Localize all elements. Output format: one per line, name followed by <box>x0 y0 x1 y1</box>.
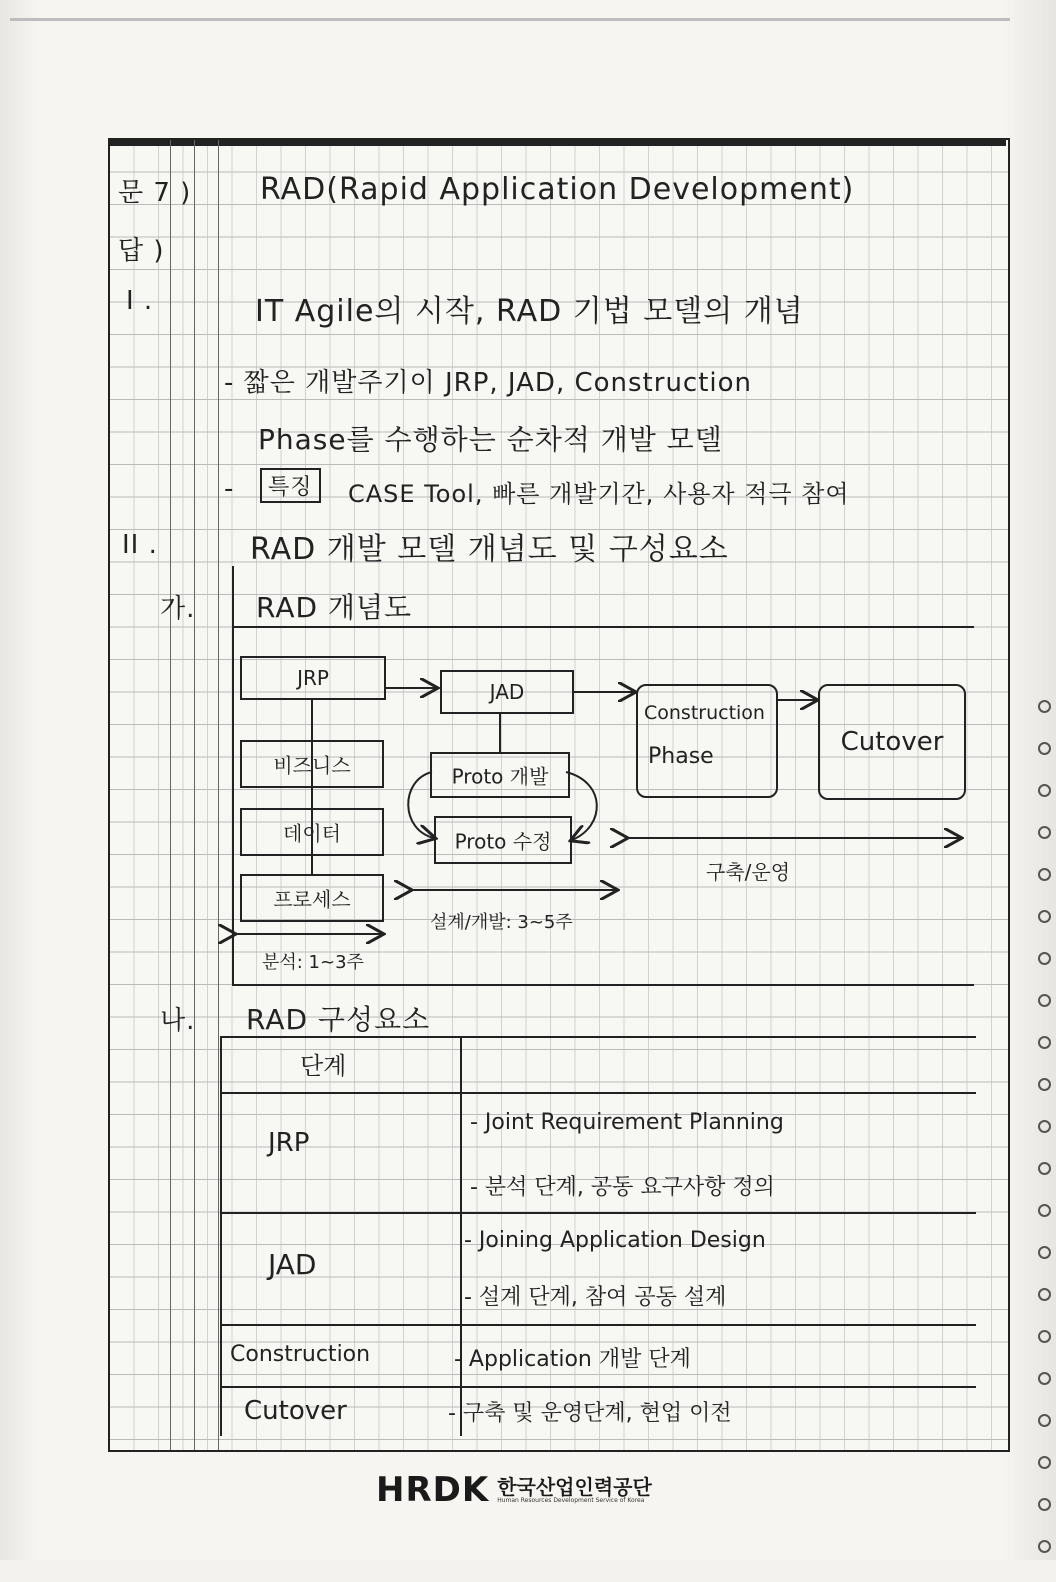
section2-title: RAD 개발 모델 개념도 및 구성요소 <box>250 532 729 567</box>
org-name-korean: 한국산업인력공단 <box>497 1474 652 1499</box>
feature-tag: 특징 <box>260 468 321 503</box>
span-analysis-label: 분석: 1~3주 <box>262 952 364 973</box>
table-row-stage: JRP <box>268 1128 310 1158</box>
table-row-desc: - 분석 단계, 공동 요구사항 정의 <box>470 1175 775 1200</box>
table-column-divider <box>460 1036 462 1436</box>
proto-loop-right <box>566 772 597 840</box>
table-row-desc: - 설계 단계, 참여 공동 설계 <box>464 1285 727 1310</box>
cutover-box: Cutover <box>818 684 966 800</box>
binding-hole <box>1038 868 1051 881</box>
table-header-stage: 단계 <box>300 1052 347 1080</box>
sub-a-number: 가. <box>160 594 196 624</box>
table-row-desc: - Joining Application Design <box>464 1228 766 1253</box>
binding-hole <box>1038 742 1051 755</box>
span-design-label: 설계/개발: 3~5주 <box>430 912 573 933</box>
table-row-stage: Construction <box>230 1342 371 1367</box>
section2-number: II . <box>122 530 158 560</box>
answer-label: 답 ) <box>118 236 165 266</box>
data-box: 데이터 <box>240 808 384 856</box>
binding-hole <box>1038 1204 1051 1217</box>
binding-hole <box>1038 910 1051 923</box>
binding-hole <box>1038 1288 1051 1301</box>
hrdk-logo <box>376 1470 652 1510</box>
table-row-line <box>220 1324 976 1326</box>
proto-fix-box: Proto 수정 <box>434 816 572 864</box>
section1-bullet2-dash: - <box>224 474 235 504</box>
binding-hole <box>1038 1540 1051 1553</box>
construction-phase-box: Construction Phase <box>636 684 778 798</box>
section1-bullet2-text: CASE Tool, 빠른 개발기간, 사용자 적극 참여 <box>348 480 850 508</box>
sub-b-title: RAD 구성요소 <box>246 1003 431 1036</box>
proto-loop-left <box>408 772 434 838</box>
jad-box: JAD <box>440 670 574 714</box>
table-row-line <box>220 1212 976 1214</box>
binding-hole <box>1038 1372 1051 1385</box>
sub-b-number: 나. <box>160 1006 196 1036</box>
section1-number: I . <box>126 286 154 316</box>
binding-hole <box>1038 1036 1051 1049</box>
org-name-english: Human Resources Development Service of Korea <box>497 1496 645 1504</box>
binding-hole <box>1038 1078 1051 1091</box>
table-left-line <box>220 1036 222 1436</box>
table-row-desc: - 구축 및 운영단계, 현업 이전 <box>448 1401 732 1426</box>
binding-hole <box>1038 1414 1051 1427</box>
binding-hole <box>1038 826 1051 839</box>
jrp-box: JRP <box>240 656 386 700</box>
binding-hole <box>1038 1162 1051 1175</box>
table-row-stage: Cutover <box>244 1396 347 1426</box>
table-row-line <box>220 1386 976 1388</box>
binding-hole <box>1038 784 1051 797</box>
table-top-line <box>220 1036 976 1038</box>
section1-title: IT Agile의 시작, RAD 기법 모델의 개념 <box>255 294 804 329</box>
binding-hole <box>1038 994 1051 1007</box>
binding-hole <box>1038 1246 1051 1259</box>
table-row-desc: - Joint Requirement Planning <box>470 1110 784 1135</box>
question-title: RAD(Rapid Application Development) <box>260 172 855 207</box>
section1-bullet1-line2: Phase를 수행하는 순차적 개발 모델 <box>258 423 723 456</box>
process-box: 프로세스 <box>240 874 384 922</box>
binding-hole <box>1038 1498 1051 1511</box>
sub-a-title: RAD 개념도 <box>256 591 413 624</box>
table-row-desc: - Application 개발 단계 <box>454 1347 691 1372</box>
binding-holes <box>1038 700 1050 1582</box>
table-row-stage: JAD <box>268 1248 317 1281</box>
binding-hole <box>1038 700 1051 713</box>
table-header-line <box>220 1092 976 1094</box>
question-label: 문 7 ) <box>118 178 192 208</box>
binding-hole <box>1038 1456 1051 1469</box>
span-build-label: 구축/운영 <box>706 860 791 884</box>
section1-bullet1-line1: - 짧은 개발주기이 JRP, JAD, Construction <box>224 368 753 398</box>
proto-dev-box: Proto 개발 <box>430 752 570 798</box>
diagram-bottom-line <box>232 984 974 986</box>
binding-hole <box>1038 952 1051 965</box>
binding-hole <box>1038 1120 1051 1133</box>
binding-hole <box>1038 1330 1051 1343</box>
hrdk-logo-mark: HRDK <box>376 1470 490 1510</box>
business-box: 비즈니스 <box>240 740 384 788</box>
